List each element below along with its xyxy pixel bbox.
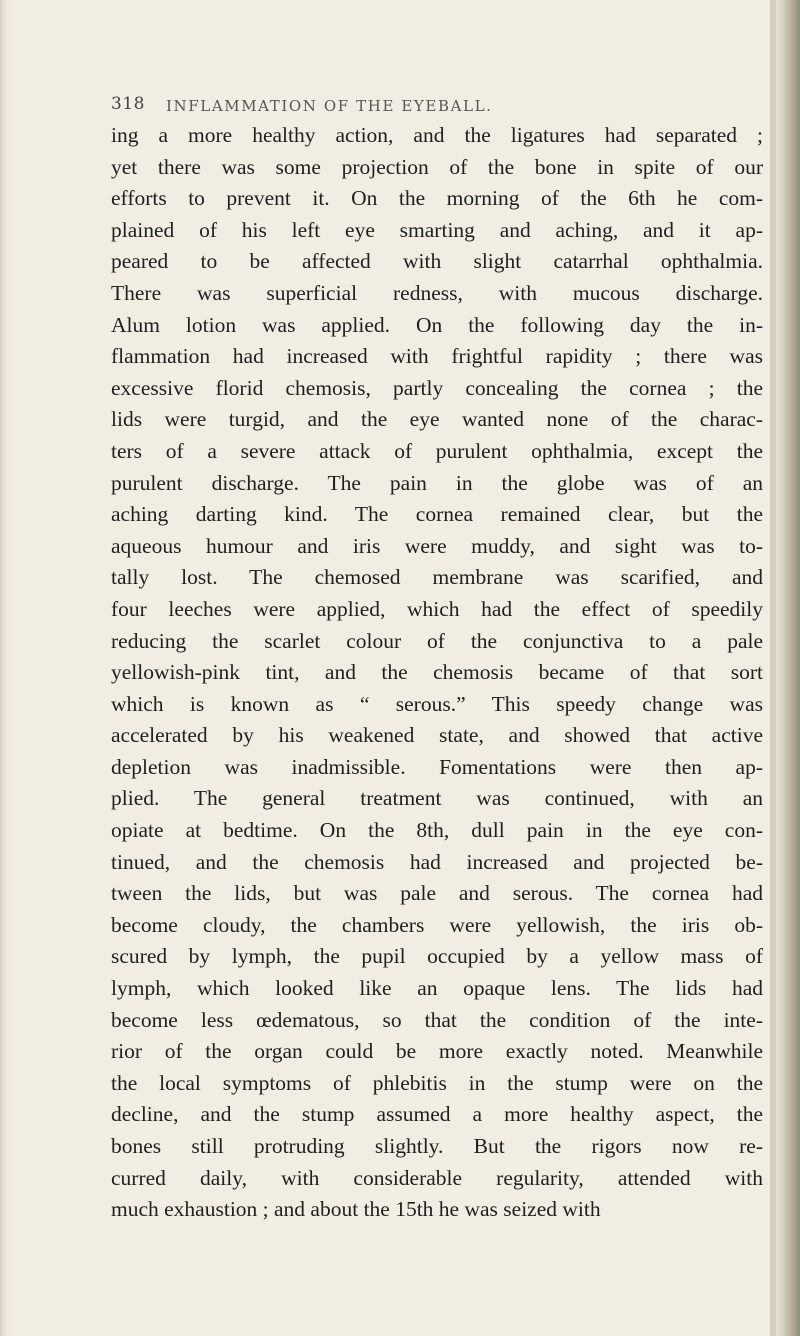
text-line: ing a more healthy action, and the ligatures had separated ; (111, 123, 763, 147)
text-line: rior of the organ could be more exactly noted. Meanwhile (111, 1039, 763, 1064)
text-line: the local symptoms of phlebitis in the stump were on the (111, 1070, 763, 1095)
page-number: 318 (111, 94, 145, 114)
text-line: excessive florid chemosis, partly concealing the cornea ; the (111, 375, 763, 400)
text-line: efforts to prevent it. On the morning of the 6th he com- (111, 186, 763, 211)
text-line: There was superficial redness, with mucous discharge. (111, 280, 763, 305)
text-line: plied. The general treatment was continued, with an (111, 786, 763, 811)
text-line: tally lost. The chemosed membrane was scarified, and (111, 565, 763, 590)
text-line: curred daily, with considerable regularity, attended with (111, 1165, 763, 1190)
text-line: become cloudy, the chambers were yellowish, the iris ob- (111, 912, 763, 937)
text-line: yet there was some projection of the bone in spite of our (111, 154, 763, 179)
page-right-edge (770, 0, 800, 1336)
text-line: which is known as “ serous.” This speedy change was (111, 691, 763, 716)
body-paragraph (111, 120, 763, 1226)
text-line: tween the lids, but was pale and serous. The cornea had (111, 881, 763, 906)
text-line: much exhaustion ; and about the 15th he was seized with (111, 1197, 601, 1222)
text-line: depletion was inadmissible. Fomentations were then ap- (111, 754, 763, 779)
text-line: accelerated by his weakened state, and showed that active (111, 723, 763, 748)
running-title: INFLAMMATION OF THE EYEBALL. (166, 97, 493, 115)
text-line: flammation had increased with frightful rapidity ; there was (111, 344, 763, 369)
text-line: lids were turgid, and the eye wanted none of the charac- (111, 407, 763, 432)
text-line: lymph, which looked like an opaque lens. The lids had (111, 976, 763, 1001)
text-line: opiate at bedtime. On the 8th, dull pain in the eye con- (111, 818, 763, 843)
text-line: ters of a severe attack of purulent ophthalmia, except the (111, 438, 763, 463)
text-line: aching darting kind. The cornea remained clear, but the (111, 502, 763, 527)
text-line: purulent discharge. The pain in the globe was of an (111, 470, 763, 495)
text-line: Alum lotion was applied. On the following day the in- (111, 312, 763, 337)
text-line: decline, and the stump assumed a more healthy aspect, the (111, 1102, 763, 1127)
text-line: scured by lymph, the pupil occupied by a yellow mass of (111, 944, 763, 969)
page-left-edge (0, 0, 10, 1336)
text-line: bones still protruding slightly. But the rigors now re- (111, 1134, 763, 1158)
text-line: become less œdematous, so that the condition of the inte- (111, 1007, 763, 1032)
text-line: four leeches were applied, which had the effect of speedily (111, 596, 763, 621)
text-line: tinued, and the chemosis had increased and projected be- (111, 849, 763, 874)
text-line: yellowish-pink tint, and the chemosis became of that sort (111, 660, 763, 685)
text-line: plained of his left eye smarting and aching, and it ap- (111, 217, 763, 242)
text-line: aqueous humour and iris were muddy, and sight was to- (111, 533, 763, 558)
text-line: peared to be affected with slight catarrhal ophthalmia. (111, 249, 763, 274)
text-line: reducing the scarlet colour of the conjunctiva to a pale (111, 628, 763, 653)
